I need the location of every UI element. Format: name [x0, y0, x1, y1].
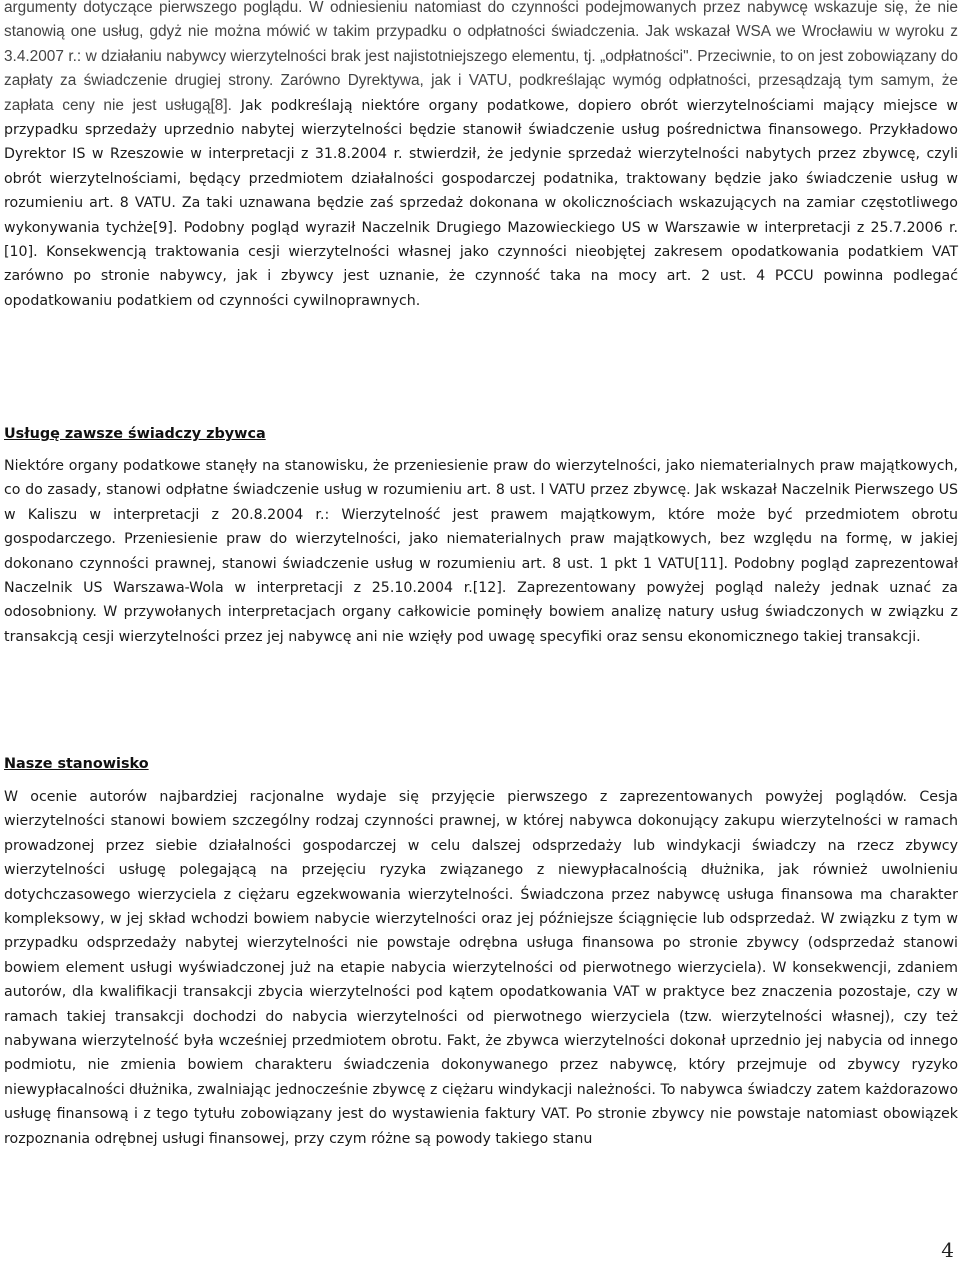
- section-heading-zbywca: Usługę zawsze świadczy zbywca: [4, 426, 266, 442]
- page-number: 4: [941, 1238, 954, 1262]
- paragraph-third: W ocenie autorów najbardziej racjonalne wydaje się przyjęcie pierwszego z zaprezentowanych powyżej poglądów. Cesja wierzytelności stanowi bowiem szczególny rodzaj czynności prawnej, w której nabywca dokonujący zakupu wierzytelności w ramach prowadzonej przez siebie działalności gospodarczej w celu dalszej odsprzedaży lub windykacji świadczy na rzecz zbywcy wierzytelności usługę polegającą na przejęciu ryzyka związanego z niewypłacalnością dłużnika, jak również uwolnieniu dotychczasowego wierzyciela z ciężaru egzekwowania wierzytelności. Świadczona przez nabywcę usługa finansowa ma charakter kompleksowy, w jej skład wchodzi bowiem nabycie wierzytelności oraz jej późniejsze ściągnięcie lub odsprzedaż. W związku z tym w przypadku odsprzedaży nabytej wierzytelności nie powstaje odrębna usługa finansowa po stronie zbywcy (odsprzedaż stanowi bowiem element usługi wyświadczonej już na etapie nabycia wierzytelności od pierwotnego wierzyciela). W konsekwencji, zdaniem autorów, dla kwalifikacji transakcji zbycia wierzytelności pod kątem opodatkowania VAT w praktyce bez znaczenia pozostaje, czy w ramach takiej transakcji dochodzi do nabycia wierzytelności od pierwotnego wierzyciela (tzw. wierzytelności własnej), czy też nabywana wierzytelność była wcześniej przedmiotem obrotu. Fakt, że zbywca wierzytelności dokonał uprzednio jej nabycia od innego podmiotu, nie zmienia bowiem charakteru świadczenia dokonywanego przez nabywcę, który przejmuje od zbywcy ryzyko niewypłacalności dłużnika, zwalniając jednocześnie zbywcę z ciężaru windykacji należności. To nabywca świadczy zatem każdorazowo usługę finansową i z tego tytułu zobowiązany jest do wystawienia faktury VAT. Po stronie zbywcy nie powstaje natomiast obowiązek rozpoznania odrębnej usługi finansowej, przy czym różne są powody takiego stanu: [4, 789, 958, 1147]
- paragraph-first: [4, 0, 958, 313]
- paragraph-first-main-text: Jak podkreślają niektóre organy podatkowe, dopiero obrót wierzytelnościami mający miejsce w przypadku sprzedaży uprzednio nabytej wierzytelności będzie stanowił świadczenie usług pośrednictwa finansowego. Przykładowo Dyrektor IS w Rzeszowie w interpretacji z 31.8.2004 r. stwierdził, że jedynie sprzedaż wierzytelności nabytych przez zbywcę, czyli obrót wierzytelnościami, będący przedmiotem działalności gospodarczej podatnika, traktowany będzie jako świadczenie usług w rozumieniu art. 8 VATU. Za taki uznawana będzie zaś sprzedaż dokonana w okolicznościach wskazujących na zamiar częstotliwego wykonywania tychże[9]. Podobny pogląd wyraził Naczelnik Drugiego Mazowieckiego US w Warszawie w interpretacji z 25.7.2006 r.[10]. Konsekwencją traktowania cesji wierzytelności własnej jako czynności nieobjętej zakresem opodatkowania podatkiem VAT zarówno po stronie nabywcy, jak i zbywcy jest uznanie, że czynność taka na mocy art. 2 ust. 4 PCCU powinna podlegać opodatkowaniu podatkiem od czynności cywilnoprawnych.: [4, 97, 958, 309]
- paragraph-first-grey-text: argumenty dotyczące pierwszego poglądu. W odniesieniu natomiast do czynności podejmowanych przez nabywcę wskazuje się, że nie stanowią one usług, gdyż nie można mówić w takim przypadku o odpłatności świadczenia. Jak wskazał WSA we Wrocławiu w wyroku z 3.4.2007 r.: w działaniu nabywcy wierzytelności brak jest najistotniejszego elementu, tj. „odpłatności". Przeciwnie, to on jest zobowiązany do zapłaty za świadczenie drugiej strony. Zarówno Dyrektywa, jak i VATU, podkreślając wymóg odpłatności, przesądzają tym samym, że zapłata ceny nie jest usługą[8].: [4, 0, 958, 114]
- section-heading-nasze-stanowisko: Nasze stanowisko: [4, 756, 149, 772]
- paragraph-second: Niektóre organy podatkowe stanęły na stanowisku, że przeniesienie praw do wierzytelności, jako niematerialnych praw majątkowych, co do zasady, stanowi odpłatne świadczenie usług w rozumieniu art. 8 ust. l VATU przez zbywcę. Jak wskazał Naczelnik Pierwszego US w Kaliszu w interpretacji z 20.8.2004 r.: Wierzytelność jest prawem majątkowym, które może być przedmiotem obrotu gospodarczego. Przeniesienie praw do wierzytelności, jako niematerialnych praw majątkowych, bez względu na formę, w jakiej dokonano czynności prawnej, stanowi świadczenie usług w rozumieniu art. 8 ust. 1 pkt 1 VATU[11]. Podobny pogląd zaprezentował Naczelnik US Warszawa-Wola w interpretacji z 25.10.2004 r.[12]. Zaprezentowany powyżej pogląd należy jednak uznać za odosobniony. W przywołanych interpretacjach organy całkowicie pominęły bowiem analizę natury usług świadczonych w związku z transakcją cesji wierzytelności przez jej nabywcę ani nie wzięły pod uwagę specyfiki oraz sensu ekonomicznego takiej transakcji.: [4, 458, 958, 645]
